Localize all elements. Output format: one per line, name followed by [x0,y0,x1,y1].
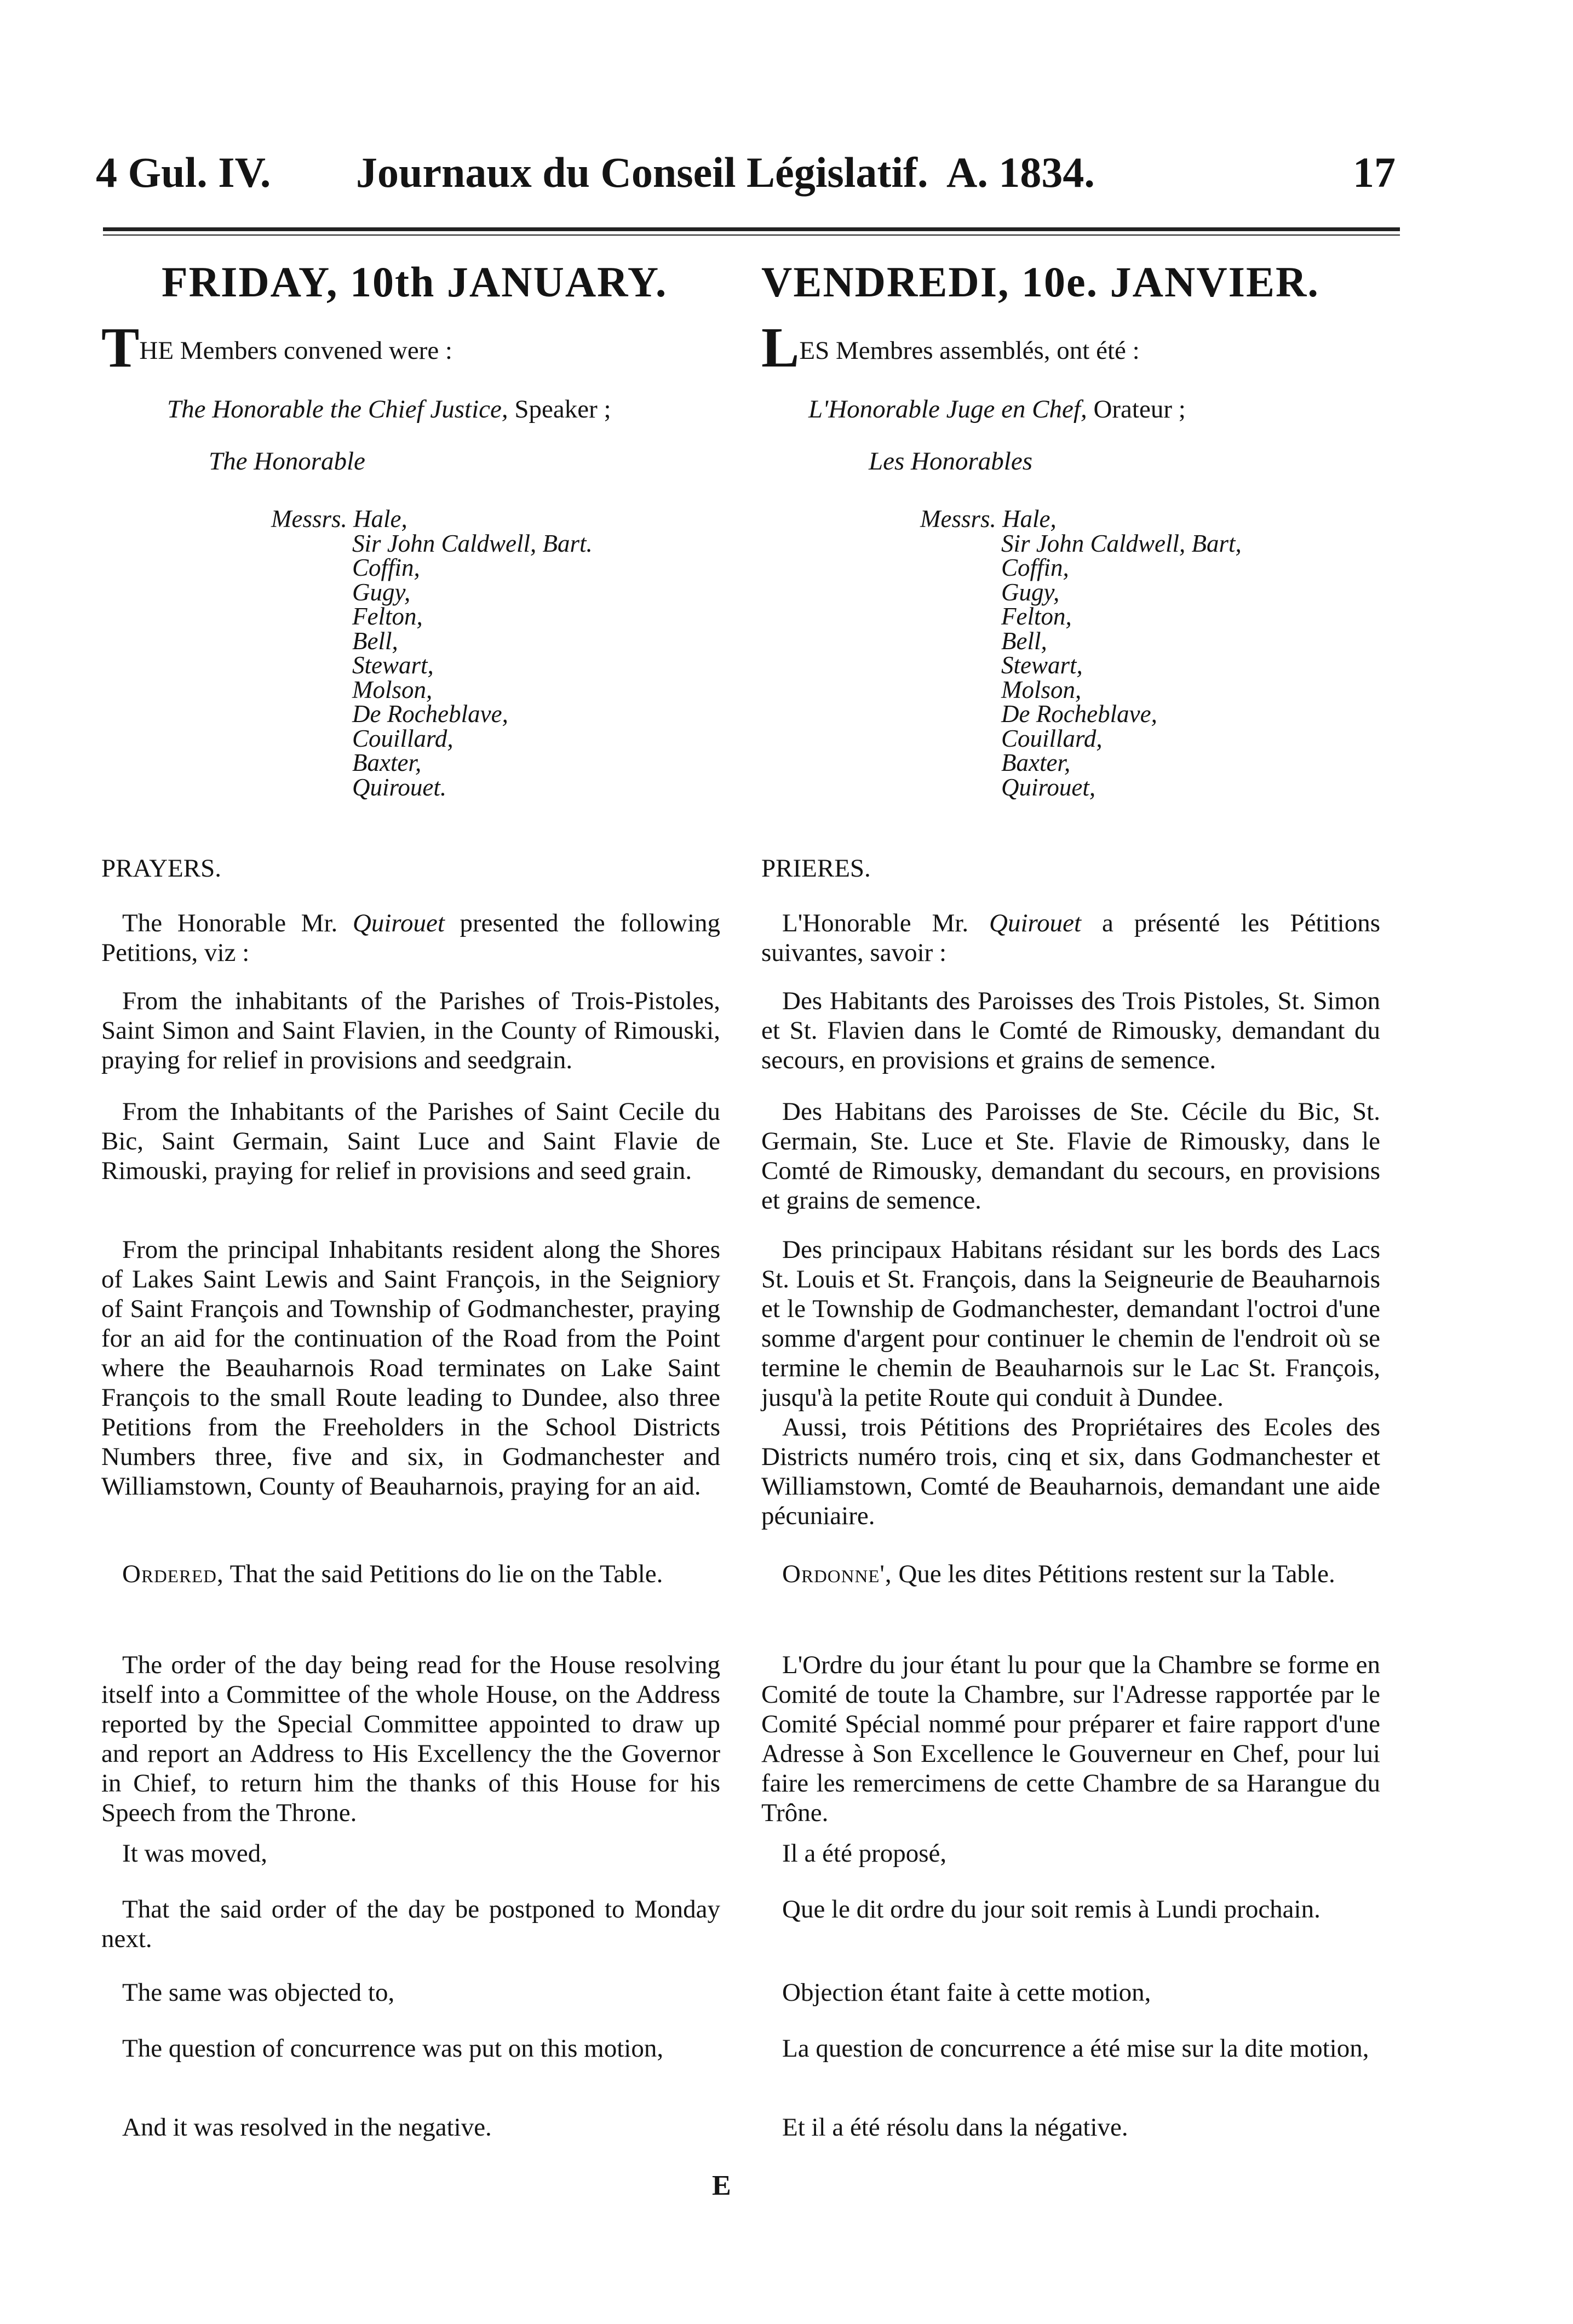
ordered-french: Ordonne', Que les dites Pétitions restent sur la Table. [782,1560,1335,1588]
catchword: E [712,2170,731,2201]
petition-3-french: Des principaux Habitans résidant sur les bords des Lacs St. Louis et St. François, dans la Seigneurie de Beauharnois et le Township de Godmanchester, demandant l'octroi d'une somme d'argent pour continuer le chemin de l'endroit où se termine le chemin de Beauharnois sur le Lac St. François, jusqu'à la petite Route qui conduit à Dundee. [761,1235,1380,1412]
speaker-line-french: L'Honorable Juge en Chef, Orateur ; [808,395,1186,423]
day-title-french: VENDREDI, 10e. JANVIER. [761,258,1319,306]
publication-year: A. 1834. [946,148,1095,196]
drop-cap-english: T [101,316,140,379]
order-of-day-english: The order of the day being read for the House resolving itself into a Committee of the whole House, on the Address reported by the Special Committee appointed to draw up and report an Address to His Excellency the the Governor in Chief, to return him the thanks of this House for his Speech from the Throne. [101,1651,720,1827]
member-name: Sir John Caldwell, Bart, [1001,529,1242,557]
member-name: Messrs. Hale, [271,505,407,533]
honorable-french: Les Honorables [869,447,1032,476]
member-name: Gugy, [352,578,411,606]
member-name: Messrs. Hale, [920,505,1057,533]
speaker-line-english: The Honorable the Chief Justice, Speaker ; [167,395,611,423]
members-list-french [920,507,1242,799]
members-list-english [271,507,593,799]
moved-english: It was moved, [122,1839,267,1868]
question-english: The question of concurrence was put on this motion, [122,2034,664,2063]
intro-english: THE Members convened were : [101,316,452,379]
member-name: Bell, [352,627,398,655]
member-name: Quirouet, [1001,773,1096,801]
member-name: Quirouet. [352,773,447,801]
member-name: Gugy, [1001,578,1060,606]
petition-4-french: Aussi, trois Pétitions des Propriétaires des Ecoles des Districts numéro trois, cinq et six, dans Godmanchester et Williamstown, Comté de Beauharnois, demandant une aide pécuniaire. [761,1413,1380,1530]
petition-1-french: Des Habitants des Paroisses des Trois Pistoles, St. Simon et St. Flavien dans le Comté de Rimousky, demandant du secours, en provisions et grains de semence. [761,987,1380,1074]
member-name: Molson, [1001,676,1082,703]
header-rule-thin [103,234,1400,236]
journal-title: Journaux du Conseil Législatif. [356,148,928,196]
member-name: Sir John Caldwell, Bart. [352,529,593,557]
order-of-day-french: L'Ordre du jour étant lu pour que la Chambre se forme en Comité de toute la Chambre, sur l'Adresse rapportée par le Comité Spécial nommé pour préparer et faire rapport d'une Adresse à Son Excellence le Gouverneur en Chef, pour lui faire les remercimens de cette Chambre de sa Harangue du Trône. [761,1651,1380,1827]
member-name: De Rocheblave, [1001,700,1157,728]
postponed-english: That the said order of the day be postponed to Monday next. [101,1895,720,1953]
member-name: Felton, [352,603,423,630]
member-name: Stewart, [352,651,434,679]
ordered-english: Ordered, That the said Petitions do lie on the Table. [122,1560,663,1588]
page-header [0,148,1573,208]
resolved-english: And it was resolved in the negative. [122,2113,492,2142]
honorable-english: The Honorable [209,447,365,476]
intro-french: LES Membres assemblés, ont été : [761,316,1140,379]
member-name: Stewart, [1001,651,1083,679]
petition-2-french: Des Habitans des Paroisses de Ste. Cécile du Bic, St. Germain, Ste. Luce et Ste. Flavie de Rimousky, dans le Comté de Rimousky, demandant du secours, en provisions et grains de semence. [761,1097,1380,1215]
member-name: De Rocheblave, [352,700,508,728]
postponed-french: Que le dit ordre du jour soit remis à Lundi prochain. [782,1895,1321,1924]
petition-1-english: From the inhabitants of the Parishes of Trois-Pistoles, Saint Simon and Saint Flavien, in the County of Rimouski, praying for relief in provisions and seedgrain. [101,987,720,1074]
member-name: Couillard, [1001,724,1103,752]
prayers-heading-english: PRAYERS. [101,854,222,883]
member-name: Couillard, [352,724,453,752]
member-name: Coffin, [352,554,420,581]
regnal-year: 4 Gul. IV. [96,148,271,196]
member-name: Baxter, [1001,749,1071,776]
member-name: Bell, [1001,627,1047,655]
resolved-french: Et il a été résolu dans la négative. [782,2113,1128,2142]
member-name: Felton, [1001,603,1072,630]
objected-french: Objection étant faite à cette motion, [782,1978,1151,2007]
day-title-english: FRIDAY, 10th JANUARY. [162,258,668,306]
header-rule-thick [103,227,1400,231]
member-name: Molson, [352,676,433,703]
petitions-intro-french: L'Honorable Mr. Quirouet a présenté les Pétitions suivantes, savoir : [761,909,1380,967]
petitions-intro-english: The Honorable Mr. Quirouet presented the following Petitions, viz : [101,909,720,967]
petition-2-english: From the Inhabitants of the Parishes of Saint Cecile du Bic, Saint Germain, Saint Luce and Saint Flavie de Rimouski, praying for relief in provisions and seed grain. [101,1097,720,1185]
petition-3-english: From the principal Inhabitants resident along the Shores of Lakes Saint Lewis and Saint François, in the Seigniory of Saint François and Township of Godmanchester, praying for an aid for the continuation of the Road from the Point where the Beauharnois Road terminates on Lake Saint François to the small Route leading to Dundee, also three Petitions from the Freeholders in the School Districts Numbers three, five and six, in Godmanchester and Williamstown, County of Beauharnois, praying for an aid. [101,1235,720,1501]
objected-english: The same was objected to, [122,1978,395,2007]
page-number: 17 [1353,148,1396,196]
member-name: Baxter, [352,749,422,776]
prayers-heading-french: PRIERES. [761,854,871,883]
member-name: Coffin, [1001,554,1069,581]
question-french: La question de concurrence a été mise sur la dite motion, [782,2034,1369,2063]
drop-cap-french: L [761,316,800,379]
moved-french: Il a été proposé, [782,1839,947,1868]
